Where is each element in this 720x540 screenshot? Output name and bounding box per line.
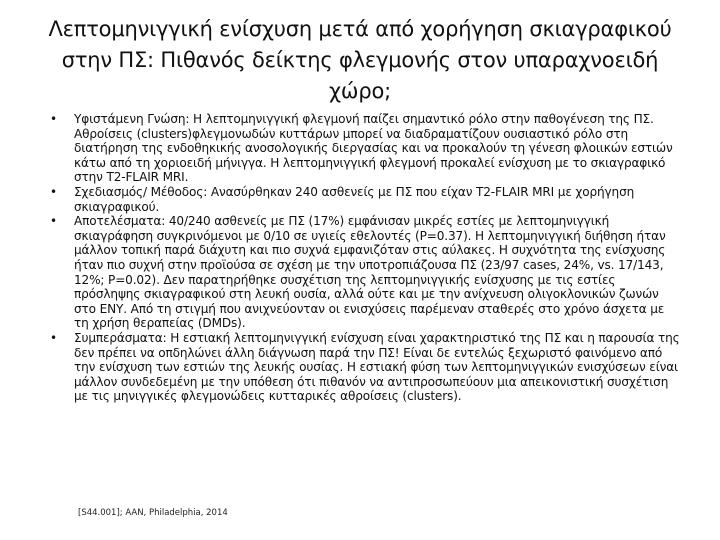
bullet-text: Η λεπτομηνιγγική φλεγμονή παίζει σημαντικό ρόλο στην παθογένεση της ΠΣ. Αθροίσεις (clusters)φλεγμονωδών κυττάρων μπορεί να διαδραματίζουν ουσιαστικό ρόλο στη διατήρηση της ενδοθηκικής ανοσολογικής διεργασίας και να προκαλούν τη γένεση φλοιικών εστιών κάτω από τη χοριοειδή μήνιγγα. Η λεπτομηνιγγική φλεγμονή προκαλεί ενίσχυση με το σκιαγραφικό στην Τ2-FLAIR MRI. — [74, 112, 673, 185]
bullet-label: Σχεδιασμός/ Μέθοδος: — [74, 184, 208, 199]
bullet-list — [50, 112, 682, 404]
slide-title: Λεπτομηνιγγική ενίσχυση μετά από χορήγηση σκιαγραφικού στην ΠΣ: Πιθανός δείκτης φλεγμονής στον υπαραχνοειδή χώρο; — [48, 17, 672, 103]
bullet-label: Αποτελέσματα: — [74, 214, 166, 229]
bullet-label: Συμπεράσματα: — [74, 330, 167, 345]
bullet-item-design-method — [50, 185, 682, 214]
bullet-text: Η εστιακή λεπτομηνιγγική ενίσχυση είναι χαρακτηριστικό της ΠΣ και η παρουσία της δεν πρέπει να οπδηλώνει άλλη διάγνωση παρά την ΠΣ! Είναι δε εντελώς ξεχωριστό φαινόμενο από την ενίσχυση των εστιών της λευκής ουσίας. Η εστιακή φύση των λεπτομηνιγγικών ενισχύσεων είναι μάλλον συνδεδεμένη με την υπόθεση ότι πιθανόν να αντιπροσωπεύουν μια απεικονιστική συσχέτιση με τις μηνιγγικές φλεγμονώδεις κυτταρικές αθροίσεις (clusters). — [74, 330, 680, 404]
bullet-icon: • — [50, 330, 57, 345]
footnote-citation: [S44.001]; AAN, Philadelphia, 2014 — [78, 508, 228, 518]
bullet-text: 40/240 ασθενείς με ΠΣ (17%) εμφάνισαν μικρές εστίες με λεπτομηνιγγική σκιαγράφηση συγκρινόμενοι με 0/10 σε υγιείς εθελοντές (P=0.37). Η λεπτομηνιγγική διήθηση ήταν μάλλον τοπική παρά διάχυτη και πιο συχνά εμφανιζόταν στις αύλακες. Η συχνότητα της ενίσχυσης ήταν πιο συχνή στην προϊούσα σε σχέση με την υποτροπιάζουσα ΠΣ (23/97 cases, 24%, vs. 17/143, 12%; P=0.02). Δεν παρατηρήθηκε συσχέτιση της λεπτομηνιγγικής ενίσχυσης με τις εστίες πρόσληψης σκιαγραφικού στη λευκή ουσία, αλλά ούτε και με την ανίχνευση ολιγοκλονικών ζωνών στο ΕΝΥ. Από τη στιγμή που ανιχνεύονταν οι ενισχύσεις παρέμεναν σταθερές στο χρόνο άσχετα με τη χρήση θεραπείας (DMDs). — [74, 214, 666, 331]
bullet-icon: • — [50, 112, 57, 126]
bullet-text: Ανασύρθηκαν 240 ασθενείς με ΠΣ που είχαν T2-FLAIR MRI με χορήγηση σκιαγραφικού. — [74, 184, 635, 214]
bullet-icon: • — [50, 184, 57, 199]
bullet-item-results — [50, 214, 682, 331]
bullet-item-current-knowledge — [50, 112, 682, 185]
bullet-icon: • — [50, 214, 57, 229]
bullet-label: Υφιστάμενη Γνώση: — [74, 112, 190, 126]
bullet-item-conclusions — [50, 331, 682, 404]
